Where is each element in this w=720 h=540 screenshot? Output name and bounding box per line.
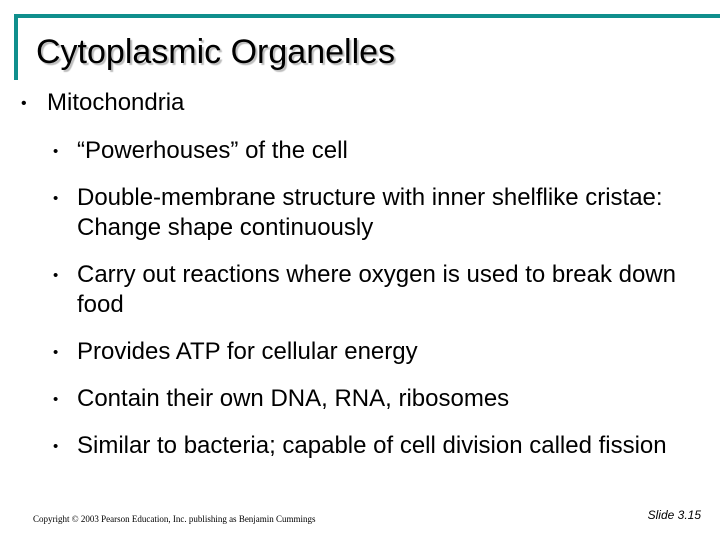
slide-number: Slide 3.15 — [647, 508, 701, 522]
bullet-icon: • — [53, 391, 59, 408]
sub-bullet-text: Provides ATP for cellular energy — [77, 338, 418, 365]
sub-bullet-text: “Powerhouses” of the cell — [77, 137, 348, 164]
main-bullet — [21, 88, 184, 119]
sub-bullet-text: Similar to bacteria; capable of cell division called fission — [77, 432, 667, 459]
bullet-icon: • — [21, 95, 27, 112]
sub-bullet-item — [53, 431, 713, 461]
sub-bullet-text: Carry out reactions where oxygen is used to break down food — [77, 261, 676, 318]
bullet-icon: • — [53, 344, 59, 361]
bullet-icon: • — [53, 267, 59, 284]
main-bullet-text: Mitochondria — [47, 89, 185, 116]
slide-title: Cytoplasmic Organelles — [36, 33, 396, 71]
sub-bullet-list — [53, 136, 713, 478]
bullet-icon: • — [53, 438, 59, 455]
title-accent-top-rule — [14, 14, 720, 18]
bullet-icon: • — [53, 143, 59, 160]
copyright-notice: Copyright © 2003 Pearson Education, Inc. publishing as Benjamin Cummings — [33, 514, 316, 524]
sub-bullet-item — [53, 183, 713, 243]
sub-bullet-item — [53, 260, 713, 320]
sub-bullet-item — [53, 337, 713, 367]
bullet-icon: • — [53, 190, 59, 207]
sub-bullet-text: Double-membrane structure with inner shelflike cristae: Change shape continuously — [77, 184, 663, 241]
sub-bullet-text: Contain their own DNA, RNA, ribosomes — [77, 385, 510, 412]
sub-bullet-item — [53, 384, 713, 414]
title-accent-left-rule — [14, 14, 18, 80]
sub-bullet-item — [53, 136, 713, 166]
